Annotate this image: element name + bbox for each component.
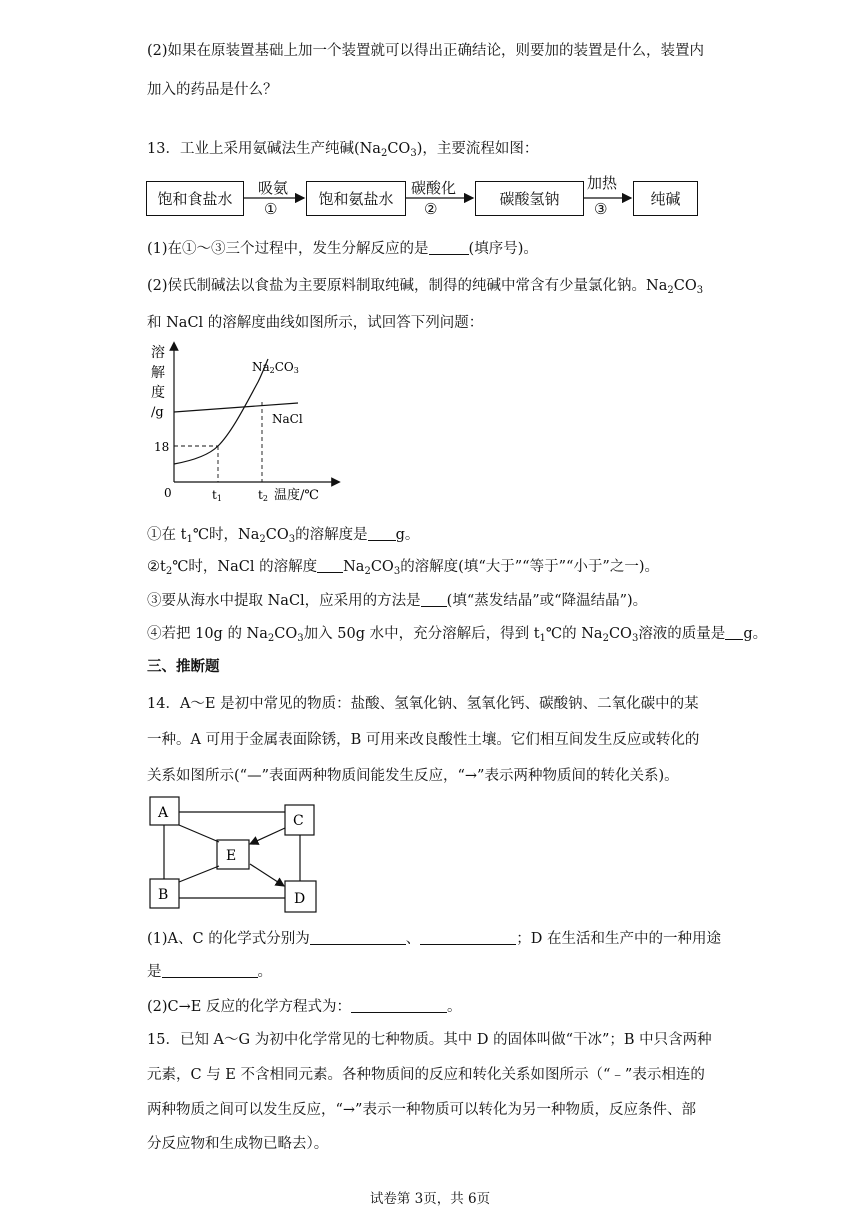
answer-blank[interactable] [368,526,396,541]
flow-step2-num: ② [424,200,438,218]
q13-sub3: ③要从海水中提取 NaCl，应采用的方法是 (填“蒸发结晶”或“降温结晶”)。 [147,593,648,609]
section-heading: 三、推断题 [147,659,220,675]
q12-part2-line2: 加入的药品是什么？ [147,82,278,98]
origin-label: 0 [164,486,172,500]
q15-line4: 分反应物和生成物已略去）。 [147,1136,329,1152]
node-label-a: A [158,805,169,821]
flow-box-sodium-bicarbonate: 碳酸氢钠 [475,181,584,216]
q13-part2-line2: 和 NaCl 的溶解度曲线如图所示，试回答下列问题： [147,315,484,331]
flow-box-brine: 饱和食盐水 [146,181,244,216]
answer-blank[interactable] [429,240,469,255]
q15-line3: 两种物质之间可以发生反应，“→”表示一种物质可以转化为另一种物质，反应条件、部 [147,1102,696,1118]
relation-diagram [146,794,326,919]
node-label-d: D [294,891,306,907]
q15-line1: 15．已知 A～G 为初中化学常见的七种物质。其中 D 的固体叫做“干冰”；B 中只含两种 [147,1032,712,1048]
q13-sub4: ④若把 10g 的 $Na_2CO_3$加入 50g 水中，充分溶解后，得到 $t_1℃$的 $Na_2CO_3$溶液的质量是 g。 [147,626,768,644]
flow-step3-num: ③ [594,200,608,218]
answer-blank[interactable] [162,963,258,978]
q15-line2: 元素，C 与 E 不含相同元素。各种物质间的反应和转化关系如图所示（“﹣”表示相连的 [147,1067,705,1083]
arrow-e-to-d [250,864,284,886]
q14-line3: 关系如图所示(“—”表面两种物质间能发生反应，“→”表示两种物质间的转化关系)。 [147,768,679,784]
page-footer: 试卷第 3页，共 6页 [369,1191,491,1207]
flow-step1-label: 吸氨 [258,179,289,197]
q14-part1-line2: 是 。 [147,964,272,980]
flow-step2-label: 碳酸化 [411,179,457,197]
answer-blank[interactable] [310,930,406,945]
q12-part2-line1: (2)如果在原装置基础上加一个装置就可以得出正确结论，则要加的装置是什么，装置内 [147,43,705,59]
flow-box-ammoniated-brine: 饱和氨盐水 [306,181,406,216]
y-label-char-3: 度 [151,385,165,401]
answer-blank[interactable] [351,998,447,1013]
y-tick-18: 18 [154,440,170,454]
series-label-na2co3: Na2CO3 [252,360,299,375]
answer-blank[interactable] [317,558,343,573]
y-label-char-4: /g [151,405,164,420]
series-label-nacl: NaCl [272,412,303,426]
node-label-b: B [158,887,169,903]
y-label-char-2: 解 [151,365,165,381]
flow-step1-num: ① [264,200,278,218]
q13-part1: (1)在①～③三个过程中，发生分解反应的是 (填序号)。 [147,241,538,257]
q14-part1-line1: (1)A、C 的化学式分别为 、 ；D 在生活和生产中的一种用途 [147,931,721,947]
q13-part2-line1: (2)侯氏制碱法以食盐为主要原料制取纯碱，制得的纯碱中常含有少量氯化钠。$Na_2CO_3$ [147,278,704,296]
nacl-curve [174,403,298,412]
q13-intro: 13．工业上采用氨碱法生产纯碱$(Na_2CO_3)$，主要流程如图： [147,141,539,159]
flow-step3-label: 加热 [587,174,618,192]
answer-blank[interactable] [420,930,516,945]
q14-line1: 14．A～E 是初中常见的物质：盐酸、氢氧化钠、氢氧化钙、碳酸钠、二氧化碳中的某 [147,696,699,712]
answer-blank[interactable] [725,625,743,640]
x-tick-t2: t2 [258,488,268,503]
node-label-e: E [226,848,237,864]
edge-b-e [179,866,219,882]
q14-part2: (2)C→E 反应的化学方程式为： 。 [147,999,462,1015]
y-label-char-1: 溶 [151,345,165,361]
q13-sub1: ①在 $t_1℃$时，$Na_2CO_3$的溶解度是 g。 [147,527,420,545]
x-axis-label: 温度/℃ [274,488,319,503]
answer-blank[interactable] [421,592,447,607]
node-label-c: C [293,813,304,829]
flow-box-soda-ash: 纯碱 [633,181,698,216]
q13-sub2: $②t_2℃$时，NaCl 的溶解度 $Na_2CO_3$的溶解度(填“大于”“等于”“小于”之一)。 [147,559,659,577]
edge-a-e [179,825,219,842]
arrow-c-to-e [250,828,285,844]
x-tick-t1: t1 [212,488,222,503]
solubility-curve-chart [148,340,348,505]
q14-line2: 一种。A 可用于金属表面除锈，B 可用来改良酸性土壤。它们相互间发生反应或转化的 [147,732,700,748]
